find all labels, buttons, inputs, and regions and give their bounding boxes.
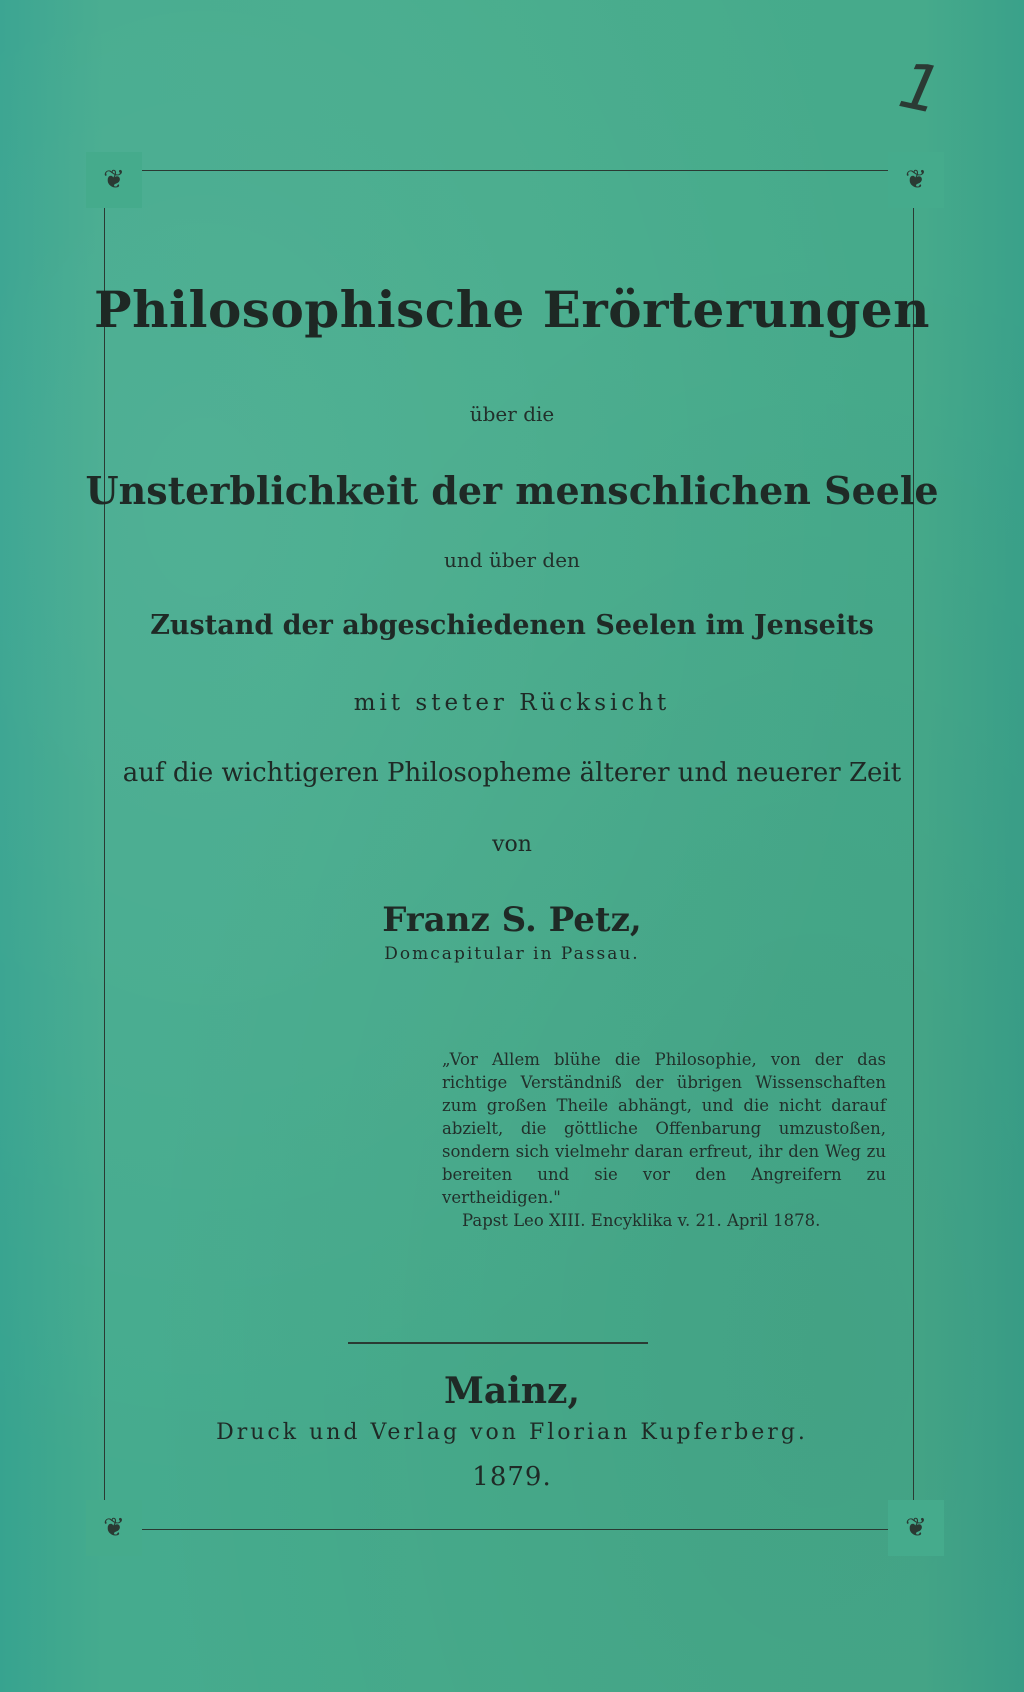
corner-ornament-top-left-icon: ❦ [86, 152, 142, 208]
main-title: Philosophische Erörterungen [94, 280, 930, 339]
connector-und-uber-den: und über den [444, 548, 580, 572]
corner-ornament-top-right-icon: ❦ [888, 152, 944, 208]
subtitle-zustand: Zustand der abgeschiedenen Seelen im Jenseits [150, 610, 874, 641]
corner-ornament-bottom-left-icon: ❦ [86, 1500, 142, 1556]
epigraph-source: Papst Leo XIII. Encyklika v. 21. April 1878. [462, 1211, 821, 1230]
imprint-city: Mainz, [443, 1370, 580, 1412]
connector-uber-die: über die [469, 402, 555, 426]
divider-rule [348, 1342, 648, 1344]
epigraph-quote [442, 1048, 886, 1232]
author-role: Domcapitular in Passau. [384, 944, 640, 964]
subtitle-unsterblichkeit: Unsterblichkeit der menschlichen Seele [85, 468, 939, 513]
line-von: von [492, 832, 532, 857]
imprint-year: 1879. [472, 1462, 552, 1492]
line-mit-steter-rucksicht: mit steter Rücksicht [353, 690, 671, 716]
imprint-publisher: Druck und Verlag von Florian Kupferberg. [216, 1420, 808, 1445]
handwritten-page-number: 1 [892, 48, 948, 130]
corner-ornament-bottom-right-icon: ❦ [888, 1500, 944, 1556]
author-name: Franz S. Petz, [382, 900, 642, 940]
epigraph-text: „Vor Allem blühe die Philosophie, von der das richtige Verständniß der übrigen Wissenschaften zum großen Theile abhängt, und die nicht darauf abzielt, die göttliche Offenbarung umzustoßen, sondern sich vielmehr daran erfreut, ihr den Weg zu bereiten und sie vor den Angreifern zu vertheidigen." [442, 1050, 886, 1207]
line-auf-die-philosopheme: auf die wichtigeren Philosopheme älterer und neuerer Zeit [122, 758, 902, 788]
